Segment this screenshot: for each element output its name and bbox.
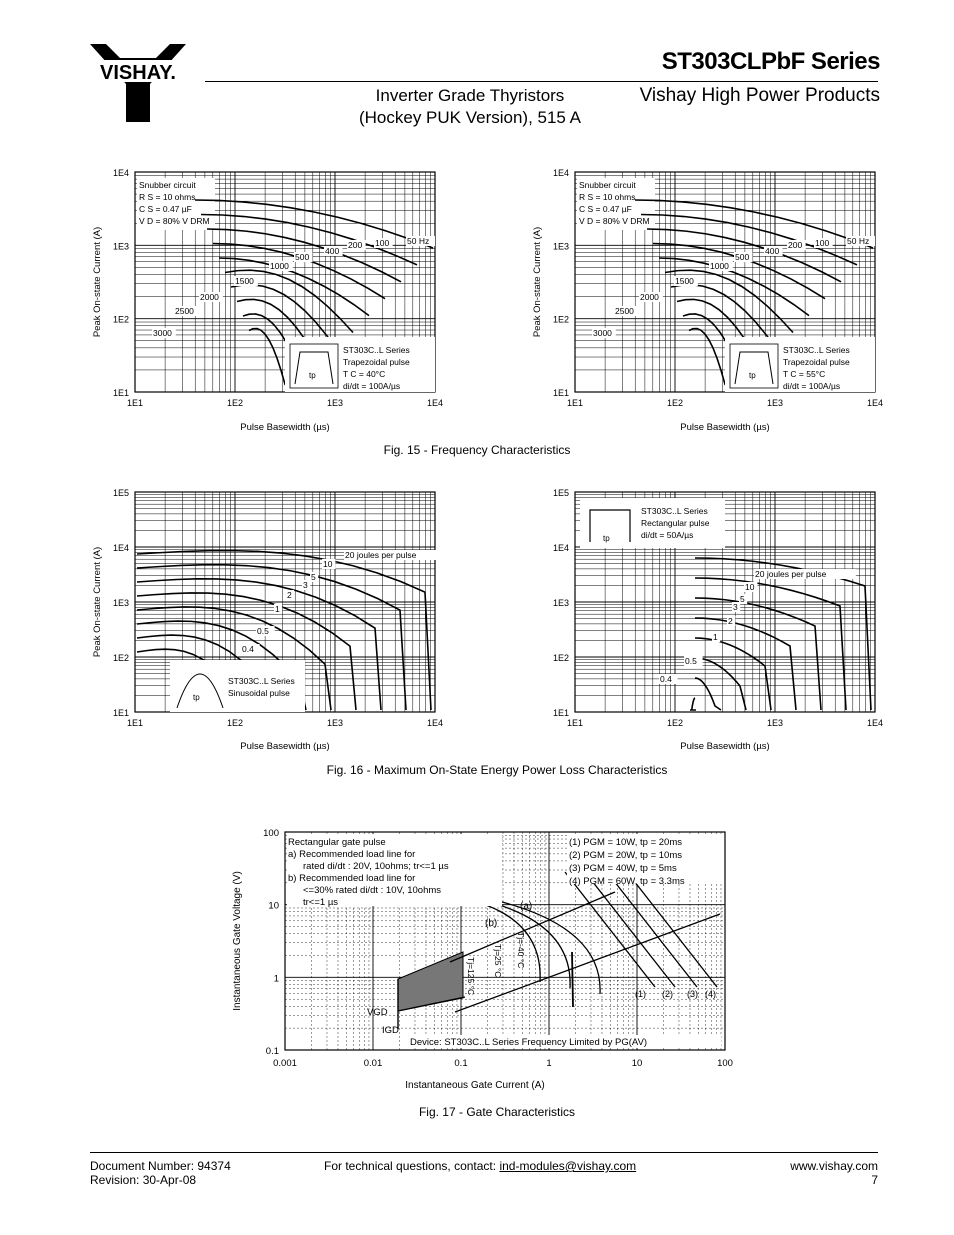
fig16-right-curve-label: 2	[728, 616, 733, 626]
fig16-right-xtick: 1E4	[866, 718, 884, 728]
contact-email-link[interactable]: ind-modules@vishay.com	[499, 1159, 637, 1173]
document-number: Document Number: 94374	[90, 1159, 231, 1173]
fig16-right-curve-label: 5	[740, 594, 745, 604]
fig15-right-xtick: 1E4	[866, 398, 884, 408]
fig17-xtick: 0.001	[273, 1058, 297, 1069]
fig16-left-xtick: 1E4	[426, 718, 444, 728]
fig16-right-ytick: 1E3	[552, 598, 569, 608]
fig17-xtick: 1	[546, 1058, 552, 1069]
fig16-right-note-line: ST303C..L Series	[641, 506, 708, 516]
fig15-left-curve-label: 100	[375, 238, 390, 248]
fig15-left-note-line: Trapezoidal pulse	[343, 357, 410, 367]
fig17-label-t1: Tj=-40 °C	[516, 932, 526, 969]
fig17-xtick: 100	[717, 1058, 733, 1069]
fig17-label-vgd: VGD	[367, 1007, 388, 1018]
fig15-left-ytick: 1E4	[112, 168, 129, 178]
fig16-left-curve-label: 2	[287, 590, 292, 600]
fig15-right-chart	[520, 160, 900, 440]
fig15-right-xtick: 1E2	[666, 398, 684, 408]
fig15-left-curve-label: 3000	[153, 328, 172, 338]
fig15-right-ytick: 1E4	[552, 168, 569, 178]
fig16-left-curve-label: 0.5	[257, 626, 269, 636]
revision-date: Revision: 30-Apr-08	[90, 1173, 197, 1187]
fig16-left-ytick: 1E2	[112, 653, 129, 663]
fig16-right-curve-label: 10	[745, 582, 755, 592]
fig16-right-note-line: di/dt = 50A/µs	[641, 530, 694, 540]
fig15-right-xtick: 1E3	[766, 398, 784, 408]
fig16-right-note-line: Rectangular pulse	[641, 518, 710, 528]
fig16-left-pulse-label: tp	[193, 693, 200, 702]
fig15-left-ytick: 1E2	[112, 314, 129, 325]
fig16-right-ytick: 1E2	[552, 653, 569, 663]
fig15-left-chart	[80, 160, 460, 440]
fig16-right-pulse-label: tp	[603, 534, 610, 543]
fig17-xtick: 10	[631, 1058, 643, 1069]
fig16-right-xtick: 1E3	[766, 718, 784, 728]
subtitle-line-1: Inverter Grade Thyristors	[375, 86, 565, 105]
footer-contact	[324, 1159, 636, 1173]
fig17-label-igd: IGD	[382, 1025, 399, 1036]
fig15-left-xtick: 1E2	[226, 398, 244, 408]
fig16-right-curve-label: 3	[733, 602, 738, 612]
fig16-right-xtick: 1E2	[666, 718, 684, 728]
website-link[interactable]: www.vishay.com	[790, 1159, 878, 1173]
fig15-left-curve-label: 50 Hz	[407, 236, 430, 246]
footer-left	[90, 1159, 231, 1187]
fig16-left-curve-label: 0.4	[242, 644, 254, 654]
fig15-left-curve-label: 1000	[270, 261, 289, 271]
fig17-ytick: 1	[273, 973, 279, 985]
fig17-ytick: 100	[263, 828, 279, 839]
fig15-left-snubber-line: R S = 10 ohms	[139, 192, 196, 202]
vishay-logo-text: VISHAY.	[100, 62, 176, 84]
fig15-right-curve-label: 2000	[640, 292, 659, 302]
fig17-note-left-line: b) Recommended load line for	[288, 873, 416, 884]
fig16-right-ytick: 1E1	[552, 708, 569, 718]
fig17-label-p2: (2)	[662, 989, 673, 999]
fig16-left-xlabel: Pulse Basewidth (µs)	[240, 741, 330, 752]
fig17-label-t3: Tj=125 °C	[466, 957, 476, 996]
fig15-left-ytick: 1E1	[112, 388, 129, 398]
fig15-right-note-line: Trapezoidal pulse	[783, 357, 850, 367]
fig15-right-snubber-line: R S = 10 ohms	[579, 192, 636, 202]
fig16-right-xlabel: Pulse Basewidth (µs)	[680, 741, 770, 752]
fig16-left-curve-label: 1	[275, 604, 280, 614]
fig15-right-note-line: ST303C..L Series	[783, 345, 850, 355]
fig15-right-curve-label: 3000	[593, 328, 612, 338]
fig15-right-ytick: 1E2	[552, 314, 569, 325]
fig15-right-curve-label: 200	[788, 240, 803, 250]
contact-label: For technical questions, contact:	[324, 1159, 500, 1173]
fig16-caption: Fig. 16 - Maximum On-State Energy Power Loss Characteristics	[326, 763, 668, 777]
fig17-ytick: 10	[268, 900, 279, 912]
fig16-left-ytick: 1E4	[112, 543, 129, 553]
subtitle-line-2: (Hockey PUK Version), 515 A	[358, 108, 582, 127]
fig16-left-ytick: 1E1	[112, 708, 129, 718]
fig17-xlabel: Instantaneous Gate Current (A)	[405, 1080, 545, 1091]
fig16-left-xtick: 1E1	[126, 718, 144, 728]
fig16-left-ytick: 1E5	[112, 488, 129, 498]
fig15-left-xtick: 1E4	[426, 398, 444, 408]
fig15-right-ytick: 1E1	[552, 388, 569, 398]
fig17-device-note: Device: ST303C..L Series Frequency Limited by PG(AV)	[410, 1037, 648, 1048]
fig15-right-snubber-line: Snubber circuit	[579, 180, 636, 190]
fig15-right-pulse-label: tp	[749, 371, 756, 380]
fig16-left-curve-label: 5	[311, 572, 316, 582]
fig15-left-curve-label: 200	[348, 240, 363, 250]
fig15-right-pulse-icon	[730, 344, 778, 388]
fig17-limit-line	[572, 952, 573, 1007]
fig15-left-snubber-line: Snubber circuit	[139, 180, 196, 190]
fig17-note-left-line: a) Recommended load line for	[288, 849, 416, 860]
fig15-right-curve-label: 400	[765, 246, 780, 256]
fig16-left-chart	[80, 480, 460, 760]
fig17-note-right-line: (3) PGM = 40W, tp = 5ms	[569, 863, 677, 874]
fig15-left-snubber-line: V D = 80% V DRM	[139, 216, 210, 226]
fig16-right-ytick: 1E4	[552, 543, 569, 553]
fig16-left-curve-label: 3	[303, 580, 308, 590]
fig15-right-snubber-line: C S = 0.47 µF	[579, 204, 632, 214]
fig16-right-ytick: 1E5	[552, 488, 569, 498]
fig17-label-a: (a)	[520, 901, 533, 912]
fig17-note-left-line: <=30% rated di/dt : 10V, 10ohms	[303, 885, 442, 896]
fig15-right-curve-label: 50 Hz	[847, 236, 870, 246]
product-subtitle	[340, 85, 600, 129]
fig17-note-right-line: (1) PGM = 10W, tp = 20ms	[569, 837, 682, 848]
fig16-right-curve-label: 0.5	[685, 656, 697, 666]
fig17-label-t2: Tj=25 °C	[493, 944, 503, 978]
fig15-left-snubber-line: C S = 0.47 µF	[139, 204, 192, 214]
fig17-xtick: 0.1	[454, 1058, 468, 1069]
fig16-left-curve-label: 20 joules per pulse	[345, 550, 417, 560]
fig16-left-note-line: ST303C..L Series	[228, 676, 295, 686]
fig16-right-curve-label: 0.4	[660, 674, 672, 684]
fig15-left-ytick: 1E3	[112, 241, 129, 252]
fig17-note-left-line: Rectangular gate pulse	[288, 837, 386, 848]
footer-rule	[90, 1152, 878, 1153]
fig17-note-right-line: (4) PGM = 60W, tp = 3.3ms	[569, 876, 685, 887]
fig15-left-xlabel: Pulse Basewidth (µs)	[240, 422, 330, 433]
fig16-left-note-line: Sinusoidal pulse	[228, 688, 290, 698]
fig16-left-ylabel: Peak On-state Current (A)	[92, 546, 103, 658]
fig15-right-snubber-line: V D = 80% V DRM	[579, 216, 650, 226]
fig15-left-curve-label: 1500	[235, 276, 254, 286]
fig16-left-curve-label: 10	[323, 559, 333, 569]
fig15-right-curve-label: 500	[735, 252, 750, 262]
fig15-right-curve-label: 100	[815, 238, 830, 248]
fig15-left-curve-label: 2500	[175, 306, 194, 316]
fig15-right-xlabel: Pulse Basewidth (µs)	[680, 422, 770, 433]
footer-right	[700, 1159, 878, 1187]
fig15-left-note-line: T C = 40°C	[343, 369, 386, 379]
fig15-left-ylabel: Peak On-state Current (A)	[92, 226, 103, 338]
fig17-label-b: (b)	[485, 918, 498, 929]
fig15-right-ytick: 1E3	[552, 241, 569, 252]
fig15-right-note-line: di/dt = 100A/µs	[783, 381, 841, 391]
fig16-right-xtick: 1E1	[566, 718, 584, 728]
fig15-left-curve-label: 400	[325, 246, 340, 256]
fig17-note-left-line: rated di/dt : 20V, 10ohms; tr<=1 µs	[303, 861, 449, 872]
fig17-label-p3: (3)	[687, 989, 698, 999]
fig15-left-xtick: 1E3	[326, 398, 344, 408]
fig15-caption: Fig. 15 - Frequency Characteristics	[383, 443, 571, 457]
fig17-xtick: 0.01	[363, 1058, 383, 1069]
fig17-note-right-line: (2) PGM = 20W, tp = 10ms	[569, 850, 682, 861]
page-title: ST303CLPbF Series	[661, 48, 880, 75]
fig16-left-xtick: 1E3	[326, 718, 344, 728]
fig17-label-p1: (1)	[635, 989, 646, 999]
fig15-right-curve-label: 2500	[615, 306, 634, 316]
fig16-left-xtick: 1E2	[226, 718, 244, 728]
fig15-left-note-line: di/dt = 100A/µs	[343, 381, 401, 391]
fig15-left-pulse-label: tp	[309, 371, 316, 380]
fig17-chart	[225, 820, 745, 1095]
fig16-left-ytick: 1E3	[112, 598, 129, 608]
page-number: 7	[871, 1173, 878, 1187]
brand-subtitle: Vishay High Power Products	[639, 85, 880, 106]
fig16-left-note-box	[170, 660, 305, 712]
fig15-left-xtick: 1E1	[126, 398, 144, 408]
header-rule	[205, 81, 878, 82]
fig15-left-pulse-icon	[290, 344, 338, 388]
fig15-right-ylabel: Peak On-state Current (A)	[532, 226, 543, 338]
fig17-label-p4: (4)	[705, 989, 716, 999]
vishay-logo	[90, 44, 186, 122]
fig15-left-curve-label: 500	[295, 252, 310, 262]
fig17-note-left-line: tr<=1 µs	[303, 897, 339, 908]
fig17-ytick: 0.1	[265, 1046, 279, 1057]
fig16-right-curve-label: 1	[713, 632, 718, 642]
fig17-ylabel: Instantaneous Gate Voltage (V)	[232, 871, 243, 1011]
fig15-right-note-line: T C = 55°C	[783, 369, 826, 379]
fig17-caption: Fig. 17 - Gate Characteristics	[418, 1105, 576, 1119]
fig15-right-xtick: 1E1	[566, 398, 584, 408]
fig15-left-note-line: ST303C..L Series	[343, 345, 410, 355]
fig15-left-curve-label: 2000	[200, 292, 219, 302]
fig16-right-chart	[520, 480, 900, 760]
fig15-right-curve-label: 1000	[710, 261, 729, 271]
fig16-right-curve-label: 20 joules per pulse	[755, 569, 827, 579]
fig15-right-curve-label: 1500	[675, 276, 694, 286]
